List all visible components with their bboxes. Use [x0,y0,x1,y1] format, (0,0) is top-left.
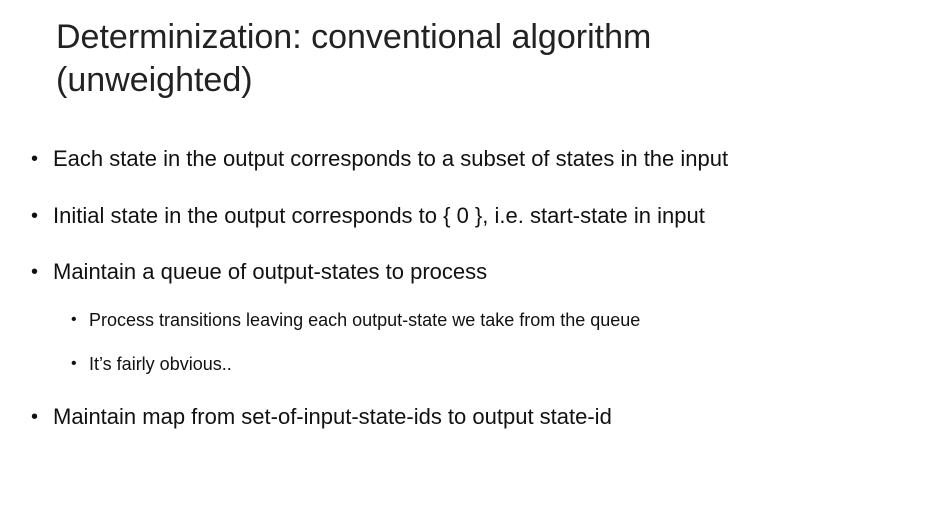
sub-bullet-text: Process transitions leaving each output-state we take from the queue [89,310,641,330]
bullet-dot: • [31,406,39,428]
bullet-dot: • [31,148,39,170]
bullet-item [31,145,729,173]
slide-title-line-1: Determinization: conventional algorithm [56,18,652,56]
sub-bullet-dot: • [71,311,77,328]
bullet-text: Each state in the output corresponds to a subset of states in the input [53,146,729,171]
sub-bullet-dot: • [71,355,77,372]
bullet-item [31,258,488,286]
sub-bullet-text: It’s fairly obvious.. [89,354,232,374]
bullet-text: Maintain map from set-of-input-state-ids to output state-id [53,404,612,429]
bullet-text: Maintain a queue of output-states to process [53,259,488,284]
slide-title-line-2: (unweighted) [56,61,253,99]
bullet-dot: • [31,205,39,227]
bullet-item [31,403,612,431]
sub-bullet-item [71,352,232,376]
bullet-dot: • [31,261,39,283]
sub-bullet-item [71,308,641,332]
bullet-text: Initial state in the output corresponds to { 0 }, i.e. start-state in input [53,203,705,228]
bullet-item [31,202,705,230]
